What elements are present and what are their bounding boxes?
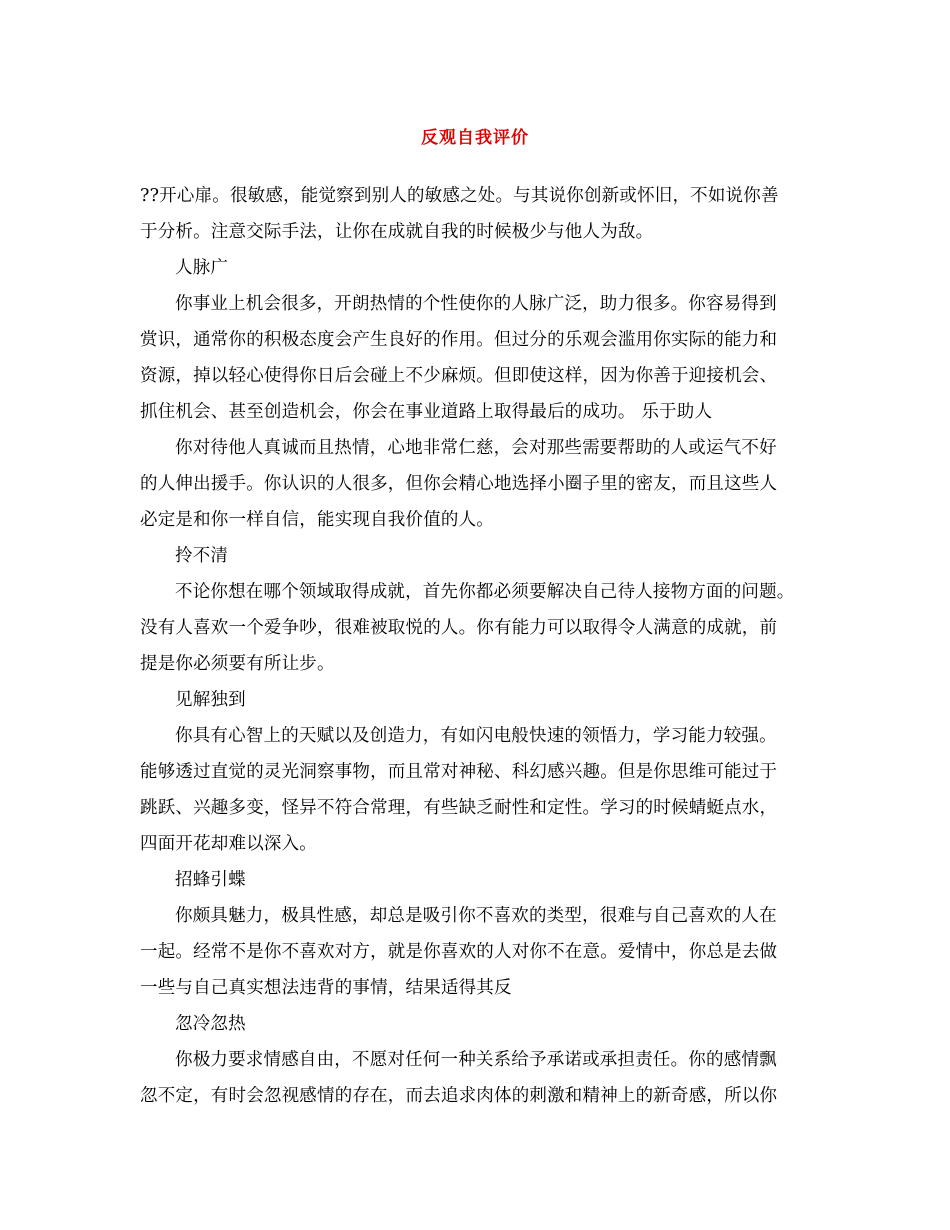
text-line: 一起。经常不是你不喜欢对方，就是你喜欢的人对你不在意。爱情中，你总是去做 [140,942,778,962]
section-heading: 忽冷忽热 [175,1014,246,1034]
text-line: 你事业上机会很多，开朗热情的个性使你的人脉广泛，助力很多。你容易得到 [175,294,777,314]
text-line: 你颇具魅力，极具性感，却总是吸引你不喜欢的类型，很难与自己喜欢的人在 [175,906,777,926]
document-body [140,178,820,1114]
text-line: ??开心扉。很敏感，能觉察到别人的敏感之处。与其说你创新或怀旧，不如说你善 [140,186,779,206]
text-line: 资源，掉以轻心使得你日后会碰上不少麻烦。但即使这样，因为你善于迎接机会、 [140,366,778,386]
text-line: 于分析。注意交际手法，让你在成就自我的时候极少与他人为敌。 [140,222,654,242]
text-line: 的人伸出援手。你认识的人很多，但你会精心地选择小圈子里的密友，而且这些人 [140,474,778,494]
text-line: 四面开花却难以深入。 [140,834,317,854]
text-line: 提是你必须要有所让步。 [140,654,335,674]
text-line: 能够透过直觉的灵光洞察事物，而且常对神秘、科幻感兴趣。但是你思维可能过于 [140,762,778,782]
text-line: 跳跃、兴趣多变，怪异不符合常理，有些缺乏耐性和定性。学习的时候蜻蜓点水， [140,798,778,818]
text-line: 没有人喜欢一个爱争吵，很难被取悦的人。你有能力可以取得令人满意的成就，前 [140,618,778,638]
text-line: 赏识，通常你的积极态度会产生良好的作用。但过分的乐观会滥用你实际的能力和 [140,330,778,350]
text-line: 忽不定，有时会忽视感情的存在，而去追求肉体的刺激和精神上的新奇感，所以你 [140,1086,778,1106]
text-line: 必定是和你一样自信，能实现自我价值的人。 [140,510,494,530]
section-heading: 见解独到 [175,690,246,710]
text-line: 不论你想在哪个领域取得成就，首先你都必须要解决自己待人接物方面的问题。 [175,582,795,602]
section-heading: 拎不清 [175,546,229,566]
document-title: 反观自我评价 [421,128,529,148]
section-heading: 人脉广 [175,258,229,278]
section-heading: 招蜂引蝶 [175,870,246,890]
text-line: 你具有心智上的天赋以及创造力，有如闪电般快速的领悟力，学习能力较强。 [175,726,777,746]
text-line: 你对待他人真诚而且热情，心地非常仁慈，会对那些需要帮助的人或运气不好 [175,438,777,458]
text-line: 抓住机会、甚至创造机会，你会在事业道路上取得最后的成功。 乐于助人 [140,402,713,422]
text-line: 一些与自己真实想法违背的事情，结果适得其反 [140,978,512,998]
text-line: 你极力要求情感自由，不愿对任何一种关系给予承诺或承担责任。你的感情飘 [175,1050,777,1070]
